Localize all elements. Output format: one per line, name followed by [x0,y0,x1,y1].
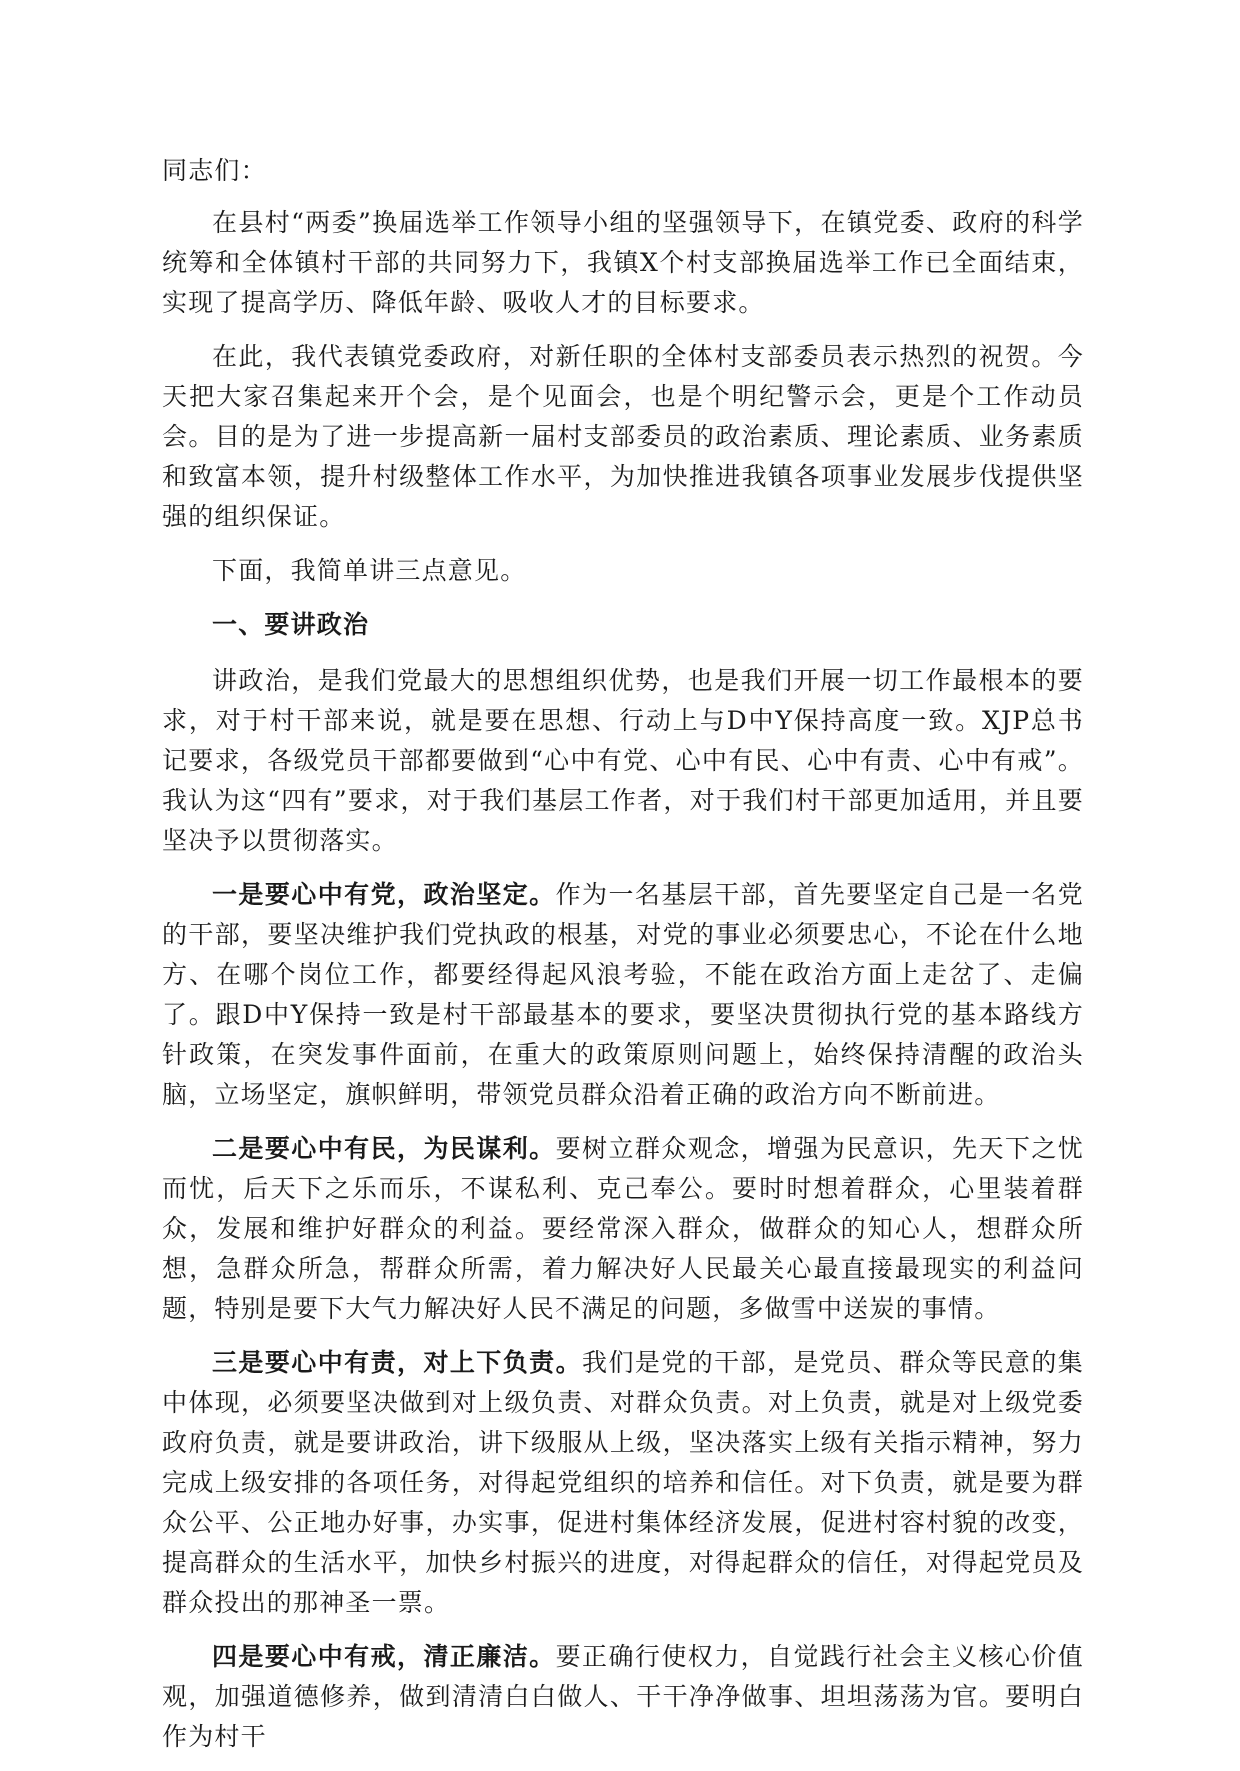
intro-paragraph-3: 下面，我简单讲三点意见。 [212,556,527,585]
point-body-3: 我们是党的干部，是党员、群众等民意的集中体现，必须要坚决做到对上级负责、对群众负责。对上负责，就是对上级党委政府负责，就是要讲政治，讲下级服从上级，坚决落实上级有关指示精神，努力完成上级安排的各项任务，对得起党组织的培养和信任。对下负责，就是要为群众公平、公正地办好事，办实事，促进村集体经济发展，促进村容村貌的改变，提高群众的生活水平，加快乡村振兴的进度，对得起群众的信任，对得起党员及群众投出的那神圣一票。 [162,1348,1084,1617]
intro-paragraph-1: 在县村“两委”换届选举工作领导小组的坚强领导下，在镇党委、政府的科学统筹和全体镇村干部的共同努力下，我镇X个村支部换届选举工作已全面结束，实现了提高学历、降低年龄、吸收人才的目标要求。 [162,208,1084,317]
section-intro-paragraph: 讲政治，是我们党最大的思想组织优势，也是我们开展一切工作最根本的要求，对于村干部来说，就是要在思想、行动上与D中Y保持高度一致。XJP总书记要求，各级党员干部都要做到“心中有党、心中有民、心中有责、心中有戒”。我认为这“四有”要求，对于我们基层工作者，对于我们村干部更加适用，并且要坚决予以贯彻落实。 [162,666,1084,855]
point-body-2: 要树立群众观念，增强为民意识，先天下之忧而忧，后天下之乐而乐，不谋私利、克己奉公。要时时想着群众，心里装着群众，发展和维护好群众的利益。要经常深入群众，做群众的知心人，想群众所想，急群众所急，帮群众所需，着力解决好人民最关心最直接最现实的利益问题，特别是要下大气力解决好人民不满足的问题，多做雪中送炭的事情。 [162,1134,1084,1323]
greeting: 同志们： [162,156,267,185]
point-lead-4: 四是要心中有戒，清正廉洁。 [212,1642,556,1671]
point-paragraph-2 [162,1129,1084,1329]
point-paragraph-3 [162,1343,1084,1623]
document-body [162,151,1084,1771]
point-body-4: 要正确行使权力，自觉践行社会主义核心价值观，加强道德修养，做到清清白白做人、干干净净做事、坦坦荡荡为官。要明白作为村干 [162,1642,1084,1751]
point-body-1: 作为一名基层干部，首先要坚定自己是一名党的干部，要坚决维护我们党执政的根基，对党的事业必须要忠心，不论在什么地方、在哪个岗位工作，都要经得起风浪考验，不能在政治方面上走岔了、走偏了。跟D中Y保持一致是村干部最基本的要求，要坚决贯彻执行党的基本路线方针政策，在突发事件面前，在重大的政策原则问题上，始终保持清醒的政治头脑，立场坚定，旗帜鲜明，带领党员群众沿着正确的政治方向不断前进。 [162,880,1084,1109]
point-lead-3: 三是要心中有责，对上下负责。 [212,1348,583,1377]
point-lead-1: 一是要心中有党，政治坚定。 [212,880,556,909]
point-lead-2: 二是要心中有民，为民谋利。 [212,1134,556,1163]
point-paragraph-1 [162,875,1084,1115]
point-paragraph-4 [162,1637,1084,1757]
intro-paragraph-2: 在此，我代表镇党委政府，对新任职的全体村支部委员表示热烈的祝贺。今天把大家召集起来开个会，是个见面会，也是个明纪警示会，更是个工作动员会。目的是为了进一步提高新一届村支部委员的政治素质、理论素质、业务素质和致富本领，提升村级整体工作水平，为加快推进我镇各项事业发展步伐提供坚强的组织保证。 [162,342,1084,531]
section-heading: 一、要讲政治 [212,610,370,639]
